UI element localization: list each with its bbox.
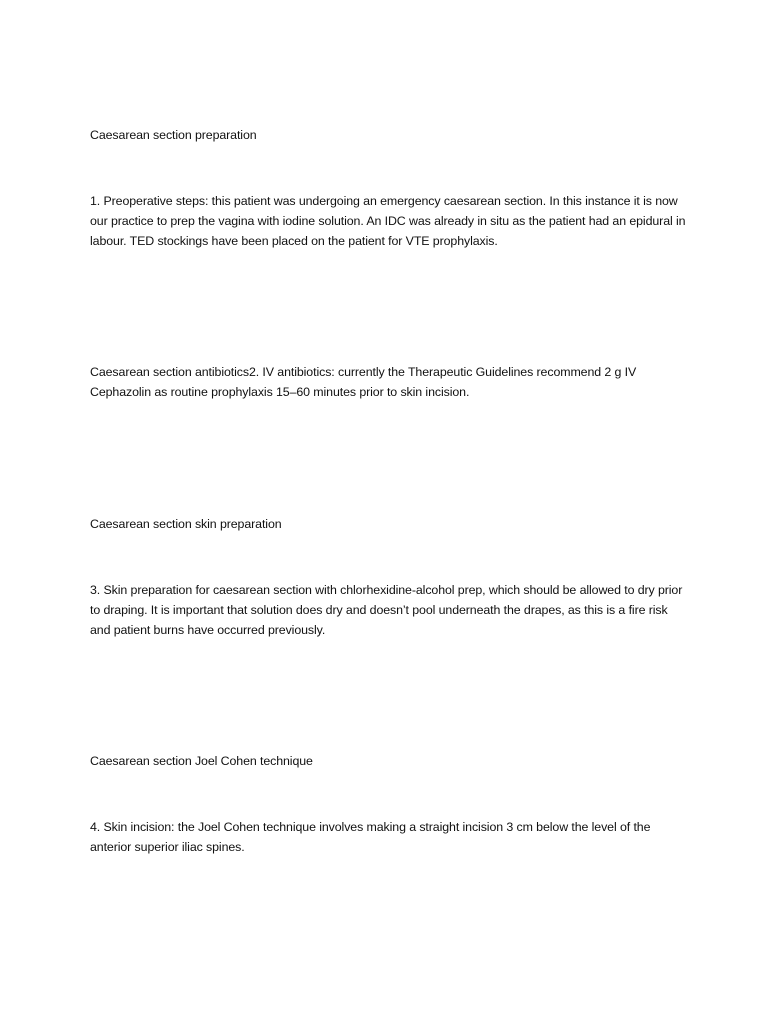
section-heading-preparation: Caesarean section preparation: [90, 128, 257, 142]
paragraph-skin-preparation: 3. Skin preparation for caesarean section with chlorhexidine-alcohol prep, which should be allowed to dry prior to draping. It is important that solution does dry and doesn’t pool underneath the drapes, as this is a fire risk and patient burns have occurred previously.: [90, 583, 683, 637]
paragraph-preoperative-steps: 1. Preoperative steps: this patient was undergoing an emergency caesarean section. In this instance it is now our practice to prep the vagina with iodine solution. An IDC was already in situ as the patient had an epidural in labour. TED stockings have been placed on the patient for VTE prophylaxis.: [90, 194, 686, 248]
paragraph-iv-antibiotics: Caesarean section antibiotics2. IV antibiotics: currently the Therapeutic Guidelines recommend 2 g IV Cephazolin as routine prophylaxis 15–60 minutes prior to skin incision.: [90, 365, 637, 399]
section-heading-joel-cohen: Caesarean section Joel Cohen technique: [90, 754, 313, 768]
paragraph-skin-incision: 4. Skin incision: the Joel Cohen technique involves making a straight incision 3 cm below the level of the anterior superior iliac spines.: [90, 820, 651, 854]
section-heading-skin-preparation: Caesarean section skin preparation: [90, 517, 282, 531]
